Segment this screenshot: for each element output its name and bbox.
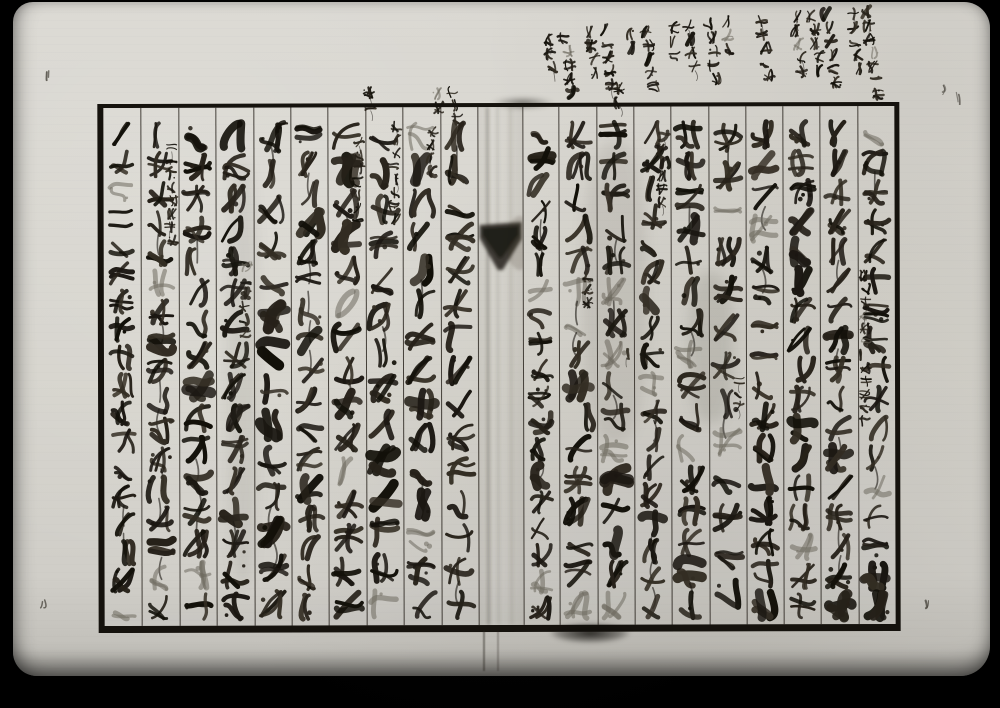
center-fold [477,107,524,625]
top-margin-note [743,11,780,94]
ink-speck [43,67,57,83]
page-left [103,107,478,626]
ink-speck [939,79,953,95]
text-column [403,107,443,625]
text-column [290,107,330,625]
ink-speck [39,597,53,613]
text-column [253,108,293,626]
text-column [745,106,785,624]
text-column [820,106,860,624]
text-column [857,106,897,624]
ink-speck [952,89,966,105]
top-margin-note [691,11,744,96]
text-column [365,107,405,625]
book-spread-paper [13,2,990,676]
fold-crease [478,107,523,625]
fold-crease-extension [483,631,499,671]
text-column [328,107,368,625]
ink-smudge-top-border [491,96,555,110]
text-column [440,107,480,625]
paper-stain [228,162,258,582]
text-column [141,108,181,626]
text-column [103,108,142,626]
paper-stain [583,142,647,442]
paper-stain [689,272,733,422]
ink-smudge-bottom-border [550,623,630,643]
text-column [782,106,822,624]
ink-speck [922,596,936,612]
text-column [178,108,218,626]
text-column [521,107,560,625]
text-frame [97,102,900,633]
